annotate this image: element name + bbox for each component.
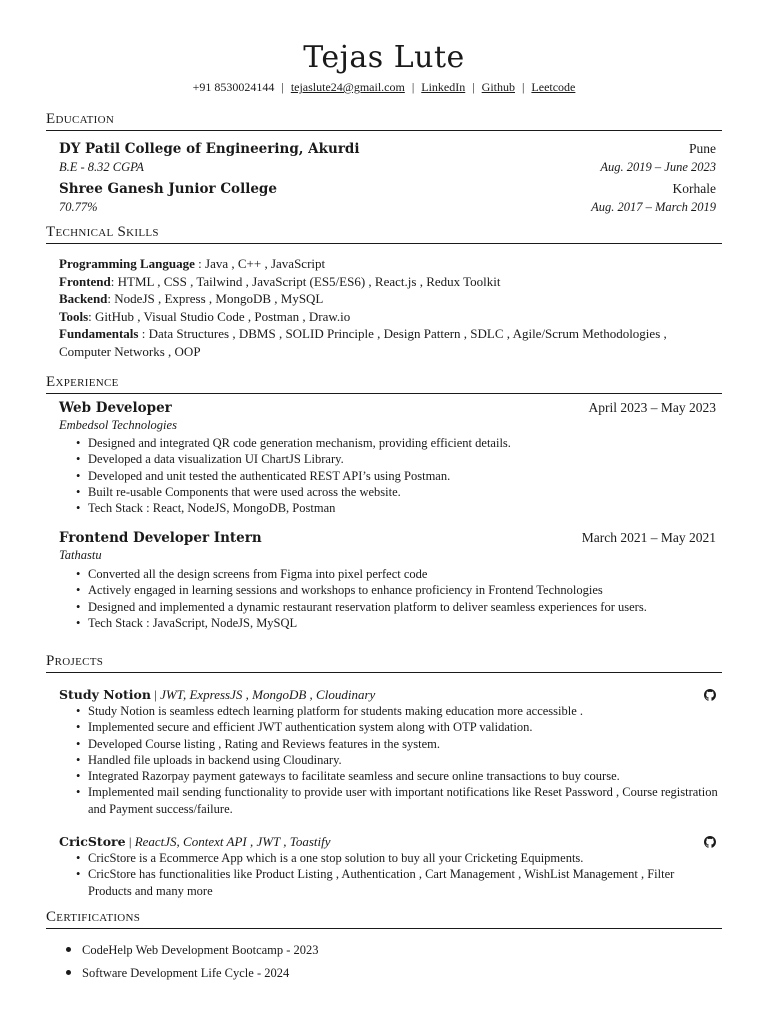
linkedin-link[interactable]: LinkedIn bbox=[421, 80, 466, 94]
list-item: • Designed and integrated QR code generation mechanism, providing efficient details. bbox=[74, 435, 720, 451]
project-name: Study Notion bbox=[59, 687, 151, 702]
list-item: • CricStore has functionalities like Product Listing , Authentication , Cart Management , WishList Management , Filter Products and many more bbox=[74, 866, 720, 899]
job-company: Embedsol Technologies bbox=[59, 418, 177, 432]
section-title-skills: Technical Skills bbox=[46, 223, 722, 244]
skills-list bbox=[59, 255, 719, 360]
job-company-row bbox=[59, 418, 716, 433]
section-title-experience: Experience bbox=[46, 373, 722, 394]
list-item: • Developed Course listing , Rating and Reviews features in the system. bbox=[74, 736, 720, 752]
github-icon[interactable] bbox=[704, 689, 716, 701]
list-item: • Implemented secure and efficient JWT authentication system along with OTP validation. bbox=[74, 719, 720, 735]
school-location: Korhale bbox=[672, 181, 716, 196]
github-link[interactable]: Github bbox=[481, 80, 515, 94]
skill-sep: : bbox=[194, 256, 206, 271]
skill-row bbox=[59, 325, 719, 360]
list-item: • Study Notion is seamless edtech learning platform for students making education more accessible . bbox=[74, 703, 720, 719]
skill-sep: : bbox=[88, 308, 96, 324]
job-company-row bbox=[59, 548, 716, 563]
skill-label: Fundamentals bbox=[59, 326, 139, 341]
separator: | bbox=[411, 80, 415, 94]
job-header bbox=[59, 530, 716, 546]
certification-list bbox=[64, 942, 664, 988]
email-link[interactable]: tejaslute24@gmail.com bbox=[290, 80, 405, 94]
skill-row bbox=[59, 273, 719, 291]
contact-line bbox=[0, 79, 768, 95]
project-stack: ReactJS, Context API , JWT , Toastify bbox=[134, 834, 331, 849]
education-entry-details bbox=[59, 200, 716, 215]
education-entry bbox=[59, 181, 716, 197]
job-header bbox=[59, 400, 716, 416]
separator: | bbox=[472, 80, 475, 94]
job-dates: March 2021 – May 2021 bbox=[581, 530, 716, 545]
list-item: • Developed and unit tested the authenticated REST API’s using Postman. bbox=[74, 468, 720, 484]
list-item: • Tech Stack : React, NodeJS, MongoDB, Postman bbox=[74, 500, 720, 516]
list-item: • Converted all the design screens from Figma into pixel perfect code bbox=[74, 566, 720, 582]
list-item: Software Development Life Cycle - 2024 bbox=[64, 965, 664, 981]
separator: | bbox=[281, 80, 284, 94]
list-item: • Actively engaged in learning sessions and workshops to enhance proficiency in Frontend Technologies bbox=[74, 582, 720, 598]
skill-row bbox=[59, 255, 719, 273]
separator: | bbox=[522, 80, 525, 94]
list-item: • Developed a data visualization UI ChartJS Library. bbox=[74, 451, 720, 467]
skill-label: Programming Language bbox=[59, 256, 195, 271]
education-dates: Aug. 2019 – June 2023 bbox=[600, 160, 716, 174]
skill-label: Frontend bbox=[59, 273, 111, 289]
project-name: CricStore bbox=[59, 834, 126, 849]
school-name: Shree Ganesh Junior College bbox=[59, 181, 277, 197]
degree: B.E - 8.32 CGPA bbox=[59, 160, 144, 174]
skill-sep: : bbox=[107, 291, 115, 306]
degree: 70.77% bbox=[59, 200, 98, 214]
skill-value: NodeJS , Express , MongoDB , MySQL bbox=[114, 291, 324, 306]
skill-label: Backend bbox=[59, 291, 108, 306]
job-dates: April 2023 – May 2023 bbox=[588, 400, 716, 415]
education-dates: Aug. 2017 – March 2019 bbox=[591, 200, 716, 214]
project-stack: JWT, ExpressJS , MongoDB , Cloudinary bbox=[160, 687, 376, 702]
skill-row bbox=[59, 308, 719, 326]
skill-value: HTML , CSS , Tailwind , JavaScript (ES5/ES6) , React.js , Redux Toolkit bbox=[117, 273, 501, 289]
list-item: • Handled file uploads in backend using Cloudinary. bbox=[74, 752, 720, 768]
project-sep: | bbox=[125, 834, 135, 849]
project-bullets bbox=[74, 850, 720, 899]
skill-value: Data Structures , DBMS , SOLID Principle , Design Pattern , SDLC , Agile/Scrum Methodologies , Computer Networks , OOP bbox=[59, 326, 667, 359]
skill-row bbox=[59, 290, 719, 308]
section-title-certifications: Certifications bbox=[46, 908, 722, 929]
project-sep: | bbox=[150, 687, 161, 702]
project-bullets bbox=[74, 703, 720, 817]
school-name: DY Patil College of Engineering, Akurdi bbox=[59, 141, 360, 157]
job-role: Web Developer bbox=[59, 400, 172, 416]
skill-sep: : bbox=[110, 273, 118, 289]
job-bullets bbox=[74, 435, 720, 516]
education-entry bbox=[59, 141, 716, 157]
section-title-education: Education bbox=[46, 110, 722, 131]
project-header bbox=[59, 687, 375, 703]
leetcode-link[interactable]: Leetcode bbox=[531, 80, 576, 94]
skill-sep: : bbox=[138, 326, 149, 341]
list-item: • Implemented mail sending functionality to provide user with important notifications like Reset Password , Course registration and Payment success/failure. bbox=[74, 784, 720, 817]
education-entry-details bbox=[59, 160, 716, 175]
job-bullets bbox=[74, 566, 720, 631]
list-item: • Designed and implemented a dynamic restaurant reservation platform to deliver seamless experiences for users. bbox=[74, 599, 720, 615]
candidate-name: Tejas Lute bbox=[303, 40, 465, 75]
school-location: Pune bbox=[689, 141, 716, 156]
list-item: • Built re-usable Components that were used across the website. bbox=[74, 484, 720, 500]
list-item: • Integrated Razorpay payment gateways to facilitate seamless and secure online transactions to buy course. bbox=[74, 768, 720, 784]
list-item: CodeHelp Web Development Bootcamp - 2023 bbox=[64, 942, 664, 958]
section-title-projects: Projects bbox=[46, 652, 722, 673]
github-icon[interactable] bbox=[704, 836, 716, 848]
list-item: • CricStore is a Ecommerce App which is a one stop solution to buy all your Cricketing Equipments. bbox=[74, 850, 720, 866]
skill-value: GitHub , Visual Studio Code , Postman , Draw.io bbox=[95, 308, 351, 324]
list-item: • Tech Stack : JavaScript, NodeJS, MySQL bbox=[74, 615, 720, 631]
skill-label: Tools bbox=[59, 308, 89, 324]
job-company: Tathastu bbox=[59, 548, 102, 562]
job-role: Frontend Developer Intern bbox=[59, 530, 262, 546]
skill-value: Java , C++ , JavaScript bbox=[205, 256, 326, 271]
phone-number: +91 8530024144 bbox=[192, 80, 275, 94]
project-header bbox=[59, 834, 331, 850]
